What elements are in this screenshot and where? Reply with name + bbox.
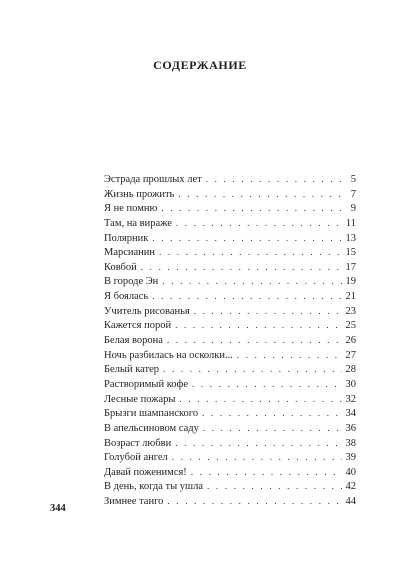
toc-dot-leader [152, 231, 341, 246]
page-number: 344 [50, 503, 66, 514]
toc-entry [104, 172, 356, 187]
toc-entry [104, 494, 356, 509]
toc-entry [104, 201, 356, 216]
toc-entry-page: 44 [345, 496, 356, 508]
toc-dot-leader [167, 333, 342, 348]
toc-dot-leader [178, 187, 346, 202]
toc-dot-leader [163, 362, 341, 377]
toc-entry [104, 274, 356, 289]
toc-entry-title: В городе Эн [104, 276, 159, 288]
toc-entry-page: 5 [350, 174, 356, 185]
toc-entry [104, 333, 356, 348]
toc-entry-title: Брызги шампанского [104, 408, 199, 420]
toc-dot-leader [152, 289, 341, 304]
toc-entry-title: Голубой ангел [104, 452, 168, 464]
toc-dot-leader [159, 245, 341, 260]
toc-entry-page: 25 [345, 320, 356, 332]
table-of-contents [104, 172, 356, 509]
toc-entry-page: 7 [350, 188, 356, 200]
toc-dot-leader [206, 172, 347, 187]
toc-entry [104, 318, 356, 333]
toc-dot-leader [161, 201, 346, 216]
toc-entry-title: Ночь разбилась на осколки... [104, 349, 233, 361]
toc-entry-page: 13 [345, 232, 356, 244]
toc-dot-leader [175, 436, 341, 451]
toc-entry [104, 187, 356, 202]
toc-entry-page: 26 [345, 335, 356, 347]
toc-entry-page: 40 [345, 466, 356, 478]
toc-entry-page: 15 [345, 247, 356, 259]
toc-entry [104, 216, 356, 231]
toc-entry-page: 42 [345, 481, 356, 493]
toc-dot-leader [172, 450, 342, 465]
toc-entry [104, 362, 356, 377]
toc-entry-page: 34 [345, 408, 356, 420]
toc-entry [104, 479, 356, 494]
toc-entry [104, 377, 356, 392]
toc-entry-page: 38 [345, 437, 356, 449]
toc-dot-leader [179, 392, 341, 407]
toc-entry-title: Белый катер [104, 364, 160, 376]
toc-entry-title: Кажется порой [104, 320, 172, 332]
toc-entry-page: 9 [350, 203, 356, 215]
toc-entry-page: 11 [345, 217, 356, 229]
toc-dot-leader [194, 304, 342, 319]
toc-entry [104, 231, 356, 246]
toc-entry-title: Я не помню [104, 203, 158, 215]
toc-dot-leader [141, 260, 342, 275]
toc-entry-page: 21 [345, 291, 356, 303]
toc-dot-leader [207, 479, 341, 494]
toc-dot-leader [167, 494, 341, 509]
toc-dot-leader [191, 465, 342, 480]
toc-entry-title: Я боялась [104, 291, 149, 303]
toc-entry [104, 304, 356, 319]
toc-dot-leader [192, 377, 342, 392]
toc-entry [104, 289, 356, 304]
toc-entry-page: 39 [345, 452, 356, 464]
toc-dot-leader [237, 348, 342, 363]
toc-entry-page: 19 [345, 276, 356, 288]
toc-entry [104, 421, 356, 436]
toc-dot-leader [176, 216, 342, 231]
toc-entry [104, 450, 356, 465]
toc-entry-title: Зимнее танго [104, 496, 164, 508]
toc-entry-title: В день, когда ты ушла [104, 481, 204, 493]
toc-dot-leader [175, 318, 341, 333]
toc-entry [104, 245, 356, 260]
toc-entry-title: Растворимый кофе [104, 378, 188, 390]
toc-entry-title: Лесные пожары [104, 393, 176, 405]
toc-entry-title: В апельсиновом саду [104, 422, 199, 434]
toc-entry-title: Жизнь прожить [104, 188, 175, 200]
toc-dot-leader [202, 406, 341, 421]
toc-entry-page: 17 [345, 261, 356, 273]
contents-heading: СОДЕРЖАНИЕ [153, 58, 247, 72]
toc-entry-title: Ковбой [104, 261, 137, 273]
toc-entry-page: 23 [345, 305, 356, 317]
toc-entry-title: Давай поженимся! [104, 466, 187, 478]
toc-entry-title: Белая ворона [104, 335, 163, 347]
toc-entry-page: 36 [345, 422, 356, 434]
toc-entry-page: 30 [345, 378, 356, 390]
toc-entry-title: Учитель рисованья [104, 305, 190, 317]
toc-entry [104, 392, 356, 407]
toc-dot-leader [162, 274, 341, 289]
toc-entry [104, 348, 356, 363]
toc-entry-title: Возраст любви [104, 437, 172, 449]
toc-entry-page: 27 [345, 349, 356, 361]
toc-entry [104, 436, 356, 451]
toc-entry [104, 260, 356, 275]
toc-entry-page: 28 [345, 364, 356, 376]
toc-entry-page: 32 [345, 393, 356, 405]
toc-entry [104, 406, 356, 421]
toc-entry-title: Марсианин [104, 247, 156, 259]
toc-entry-title: Полярник [104, 232, 149, 244]
toc-entry-title: Эстрада прошлых лет [104, 174, 202, 185]
toc-entry [104, 465, 356, 480]
toc-entry-title: Там, на вираже [104, 217, 172, 229]
toc-dot-leader [203, 421, 342, 436]
